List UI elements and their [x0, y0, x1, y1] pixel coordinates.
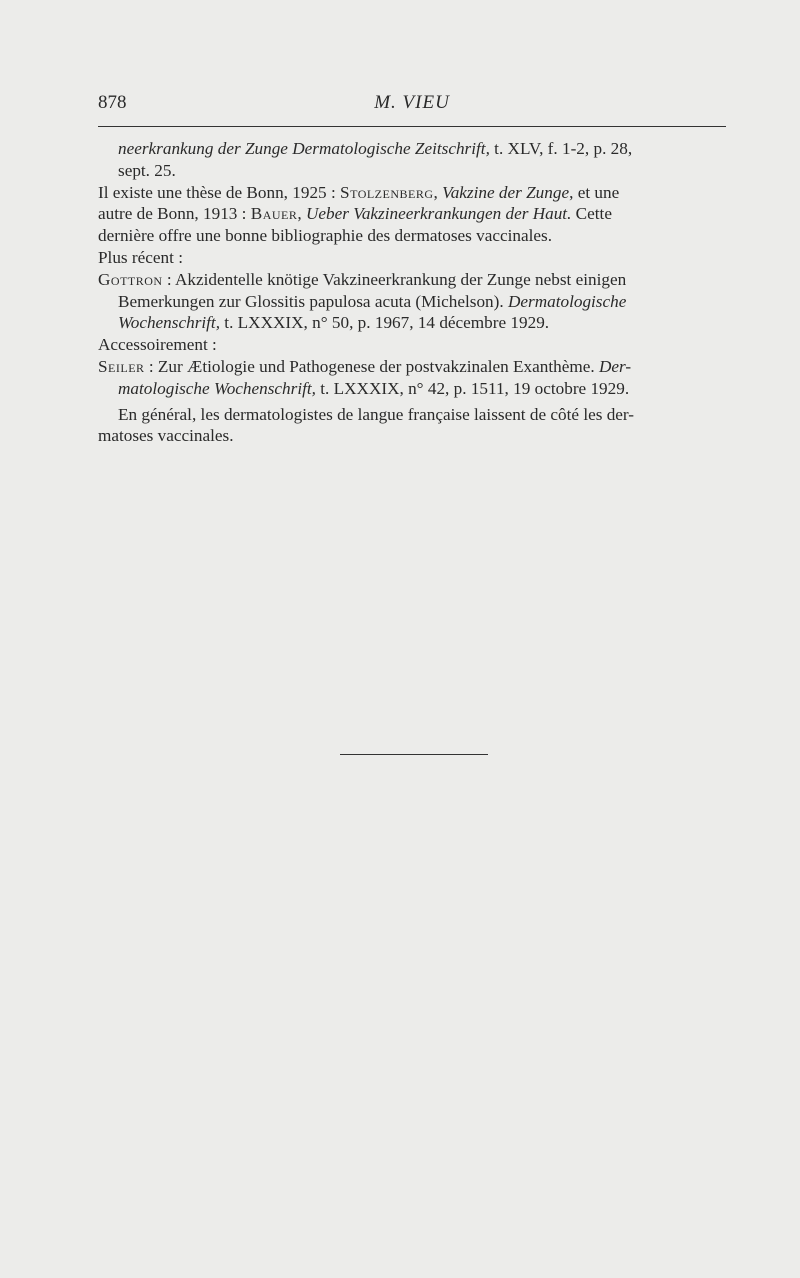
citation-text: sept. 25.	[118, 160, 176, 180]
header-rule	[98, 126, 726, 127]
text-run: autre de Bonn, 1913 :	[98, 204, 251, 224]
text-line	[98, 203, 736, 225]
text-run: Accessoirement :	[98, 335, 217, 355]
page-number: 878	[98, 92, 127, 113]
journal-title: Dermatologische	[507, 291, 627, 311]
text-line	[98, 425, 736, 447]
text-line	[98, 247, 736, 269]
text-run: ,	[433, 182, 443, 202]
text-run: En général, les dermatologistes de langue française laissent de côté les der-	[118, 404, 635, 424]
text-line	[98, 225, 736, 247]
text-line	[98, 138, 736, 160]
text-line	[98, 269, 736, 291]
text-line	[98, 160, 736, 182]
end-rule	[340, 754, 488, 755]
text-run: ,	[297, 204, 306, 224]
text-line	[98, 378, 736, 400]
journal-title: Wochenschrift,	[118, 313, 220, 333]
author-name: Stolzenberg	[340, 182, 434, 202]
text-run: Plus récent :	[98, 247, 183, 267]
text-line	[98, 334, 736, 356]
text-line	[98, 312, 736, 334]
text-run: Bemerkungen zur Glossitis papulosa acuta (Michelson).	[118, 291, 508, 311]
work-title: Ueber Vakzineerkrankungen der Haut.	[305, 204, 572, 224]
running-head: M. VIEU	[374, 92, 450, 113]
text-run: : Akzidentelle knötige Vakzineerkrankung der Zunge nebst einigen	[162, 269, 627, 289]
journal-title: neerkrankung der Zunge Dermatologische Zeitschrift,	[118, 139, 490, 158]
text-line	[98, 291, 736, 313]
author-name: Bauer	[250, 204, 298, 224]
journal-title: Der-	[598, 356, 632, 376]
work-title: Vakzine der Zunge	[442, 182, 570, 202]
text-run: Cette	[571, 204, 612, 224]
text-run: : Zur Ætiologie und Pathogenese der postvakzinalen Exanthème.	[144, 356, 599, 376]
citation-text: t. LXXXIX, n° 50, p. 1967, 14 décembre 1929.	[220, 313, 550, 333]
body-text	[98, 138, 736, 447]
citation-text: t. XLV, f. 1-2, p. 28,	[489, 139, 633, 158]
text-line	[98, 182, 736, 204]
text-run: Il existe une thèse de Bonn, 1925 :	[98, 182, 341, 202]
author-name: Gottron	[98, 269, 163, 289]
text-run: , et une	[569, 182, 620, 202]
text-run: dernière offre une bonne bibliographie des dermatoses vaccinales.	[98, 226, 553, 246]
citation-text: t. LXXXIX, n° 42, p. 1511, 19 octobre 1929.	[315, 378, 630, 398]
author-name: Seiler	[98, 356, 145, 376]
text-line	[98, 404, 736, 426]
journal-title: matologische Wochenschrift,	[118, 378, 316, 398]
text-run: matoses vaccinales.	[98, 426, 234, 446]
page-header	[98, 92, 726, 120]
text-line	[98, 356, 736, 378]
